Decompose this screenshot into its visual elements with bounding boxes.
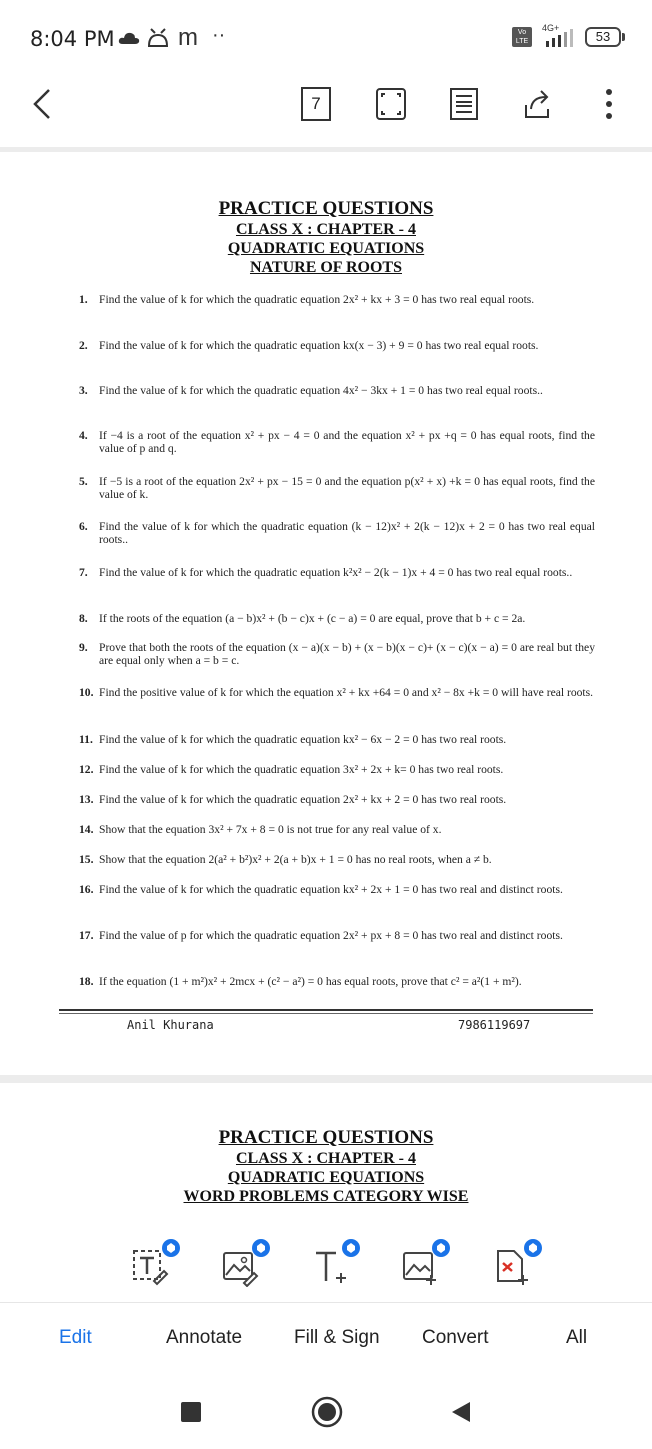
question-text: If the equation (1 + m²)x² + 2mcx + (c² − a²) = 0 has equal roots, prove that c² = a²(1 + m²). — [99, 975, 522, 988]
add-text-tool[interactable] — [308, 1235, 364, 1287]
question-text: If −4 is a root of the equation x² + px − 4 = 0 and the equation x² + px +q = 0 has equal roots, find the value of p and q. — [99, 429, 595, 455]
page1-subtitle-class: CLASS X : CHAPTER - 4 — [235, 221, 416, 238]
status-time: 8:04 PM — [30, 27, 115, 51]
question-item — [79, 385, 595, 398]
question-text: Prove that both the roots of the equation (x − a)(x − b) + (x − b)(x − c)+ (x − c)(x − a) = 0 are real but they are equal only when a = b = c. — [99, 641, 595, 667]
tool-row — [0, 1227, 652, 1302]
question-number: 2. — [79, 339, 88, 352]
author-name: Anil Khurana — [127, 1018, 214, 1032]
question-item — [79, 294, 595, 307]
reading-mode-button[interactable] — [444, 84, 484, 124]
question-item — [79, 642, 595, 667]
volte-icon: Vo LTE — [512, 27, 532, 47]
question-number: 4. — [79, 429, 88, 442]
document-view-icon — [449, 87, 479, 121]
premium-badge-icon — [432, 1239, 450, 1257]
page1-title: PRACTICE QUESTIONS — [218, 198, 434, 219]
premium-badge-icon — [524, 1239, 542, 1257]
m-icon: m — [178, 24, 198, 51]
question-item — [79, 734, 595, 747]
status-bar — [0, 0, 652, 80]
question-number: 6. — [79, 520, 88, 533]
question-number: 5. — [79, 475, 88, 488]
dots-icon: ·· — [212, 24, 226, 46]
question-item — [79, 567, 595, 580]
question-number: 11. — [79, 733, 93, 746]
question-number: 15. — [79, 853, 94, 866]
chevron-left-icon — [31, 88, 53, 120]
question-number: 16. — [79, 883, 94, 896]
more-vertical-icon — [604, 87, 614, 121]
page2-subtitle-topic: WORD PROBLEMS CATEGORY WISE — [183, 1188, 469, 1205]
page2-title: PRACTICE QUESTIONS — [218, 1127, 434, 1148]
share-icon — [520, 87, 554, 121]
recents-button[interactable] — [180, 1401, 202, 1423]
bottom-tab-bar — [0, 1302, 652, 1374]
premium-badge-icon — [252, 1239, 270, 1257]
tab-convert[interactable]: Convert — [422, 1327, 489, 1348]
page1-subtitle-topic: NATURE OF ROOTS — [249, 259, 402, 276]
question-number: 18. — [79, 975, 94, 988]
question-text: Show that the equation 2(a² + b²)x² + 2(a + b)x + 1 = 0 has no real roots, when a ≠ b. — [99, 853, 492, 866]
question-text: Find the value of k for which the quadratic equation 3x² + 2x + k= 0 has two real roots. — [99, 763, 504, 776]
question-item — [79, 687, 595, 700]
page2-subtitle-chapter: QUADRATIC EQUATIONS — [227, 1169, 425, 1186]
page1-subtitle-chapter: QUADRATIC EQUATIONS — [227, 240, 425, 257]
back-nav-button[interactable] — [450, 1401, 472, 1423]
question-number: 12. — [79, 763, 94, 776]
question-number: 14. — [79, 823, 94, 836]
question-text: Find the value of k for which the quadratic equation kx² − 6x − 2 = 0 has two real roots. — [99, 733, 507, 746]
question-item — [79, 794, 595, 807]
question-number: 1. — [79, 293, 88, 306]
page-number: 7 — [301, 87, 331, 121]
document-page-1[interactable] — [0, 152, 652, 1070]
page2-subtitle-class: CLASS X : CHAPTER - 4 — [235, 1150, 416, 1167]
battery-icon: 53 — [585, 27, 621, 47]
question-item — [79, 930, 595, 943]
fit-screen-button[interactable] — [371, 84, 411, 124]
more-options-button[interactable] — [589, 84, 629, 124]
question-text: If the roots of the equation (a − b)x² + (b − c)x + (c − a) = 0 are equal, prove that b + c = 2a. — [99, 612, 526, 625]
question-text: Find the value of k for which the quadratic equation 4x² − 3kx + 1 = 0 has two real equal roots.. — [99, 384, 543, 397]
premium-badge-icon — [342, 1239, 360, 1257]
question-text: Find the value of k for which the quadratic equation k²x² − 2(k − 1)x + 4 = 0 has two real equal roots.. — [99, 566, 573, 579]
page1-header — [0, 198, 652, 277]
page-divider — [0, 1075, 652, 1083]
question-text: Find the positive value of k for which the equation x² + kx +64 = 0 and x² − 8x +k = 0 will have real roots. — [99, 686, 594, 699]
premium-badge-icon — [162, 1239, 180, 1257]
edit-text-tool[interactable] — [128, 1235, 184, 1287]
organize-pages-tool[interactable] — [490, 1235, 546, 1287]
question-text: Find the value of k for which the quadratic equation (k − 12)x² + 2(k − 12)x + 2 = 0 has two real equal roots.. — [99, 520, 595, 546]
question-text: Show that the equation 3x² + 7x + 8 = 0 is not true for any real value of x. — [99, 823, 442, 836]
tab-all[interactable]: All — [566, 1327, 588, 1348]
footer-rule — [59, 1009, 593, 1011]
question-item — [79, 854, 595, 867]
question-number: 3. — [79, 384, 88, 397]
question-item — [79, 430, 595, 455]
footer-rule-thin — [59, 1013, 593, 1014]
question-text: If −5 is a root of the equation 2x² + px − 15 = 0 and the equation p(x² + x) +k = 0 has equal roots, find the value of k. — [99, 475, 595, 501]
question-text: Find the value of k for which the quadratic equation 2x² + kx + 2 = 0 has two real roots. — [99, 793, 507, 806]
back-button[interactable] — [22, 84, 62, 124]
question-item — [79, 476, 595, 501]
tab-edit[interactable]: Edit — [59, 1327, 92, 1348]
fullscreen-icon — [375, 87, 407, 121]
question-text: Find the value of k for which the quadratic equation 2x² + kx + 3 = 0 has two real equal roots. — [99, 293, 535, 306]
cloud-icon — [118, 31, 140, 45]
question-text: Find the value of k for which the quadratic equation kx(x − 3) + 9 = 0 has two real equal roots. — [99, 339, 539, 352]
edit-image-tool[interactable] — [218, 1235, 274, 1287]
question-number: 10. — [79, 686, 94, 699]
question-number: 8. — [79, 612, 88, 625]
question-number: 9. — [79, 641, 88, 654]
question-item — [79, 824, 595, 837]
author-phone: 7986119697 — [458, 1018, 531, 1032]
question-item — [79, 764, 595, 777]
document-page-2[interactable] — [0, 1083, 652, 1227]
question-number: 17. — [79, 929, 94, 942]
question-item — [79, 521, 595, 546]
signal-icon — [540, 22, 578, 48]
battery-tip — [622, 33, 625, 41]
question-text: Find the value of k for which the quadratic equation kx² + 2x + 1 = 0 has two real and distinct roots. — [99, 883, 563, 896]
share-button[interactable] — [517, 84, 557, 124]
tab-annotate[interactable]: Annotate — [166, 1327, 243, 1348]
question-number: 13. — [79, 793, 94, 806]
question-item — [79, 613, 595, 626]
add-image-tool[interactable] — [398, 1235, 454, 1287]
network-label: 4G+ — [542, 23, 560, 33]
page-number-button[interactable] — [296, 84, 336, 124]
question-number: 7. — [79, 566, 88, 579]
question-item — [79, 340, 595, 353]
home-button[interactable] — [311, 1396, 343, 1428]
tab-fill-sign[interactable]: Fill & Sign — [294, 1327, 380, 1348]
question-item — [79, 884, 595, 897]
system-nav-bar — [0, 1374, 652, 1449]
page2-header — [0, 1127, 652, 1206]
top-toolbar — [0, 70, 652, 140]
bag-icon — [147, 27, 169, 47]
question-text: Find the value of p for which the quadratic equation 2x² + px + 8 = 0 has two real and distinct roots. — [99, 929, 563, 942]
question-item — [79, 976, 595, 989]
